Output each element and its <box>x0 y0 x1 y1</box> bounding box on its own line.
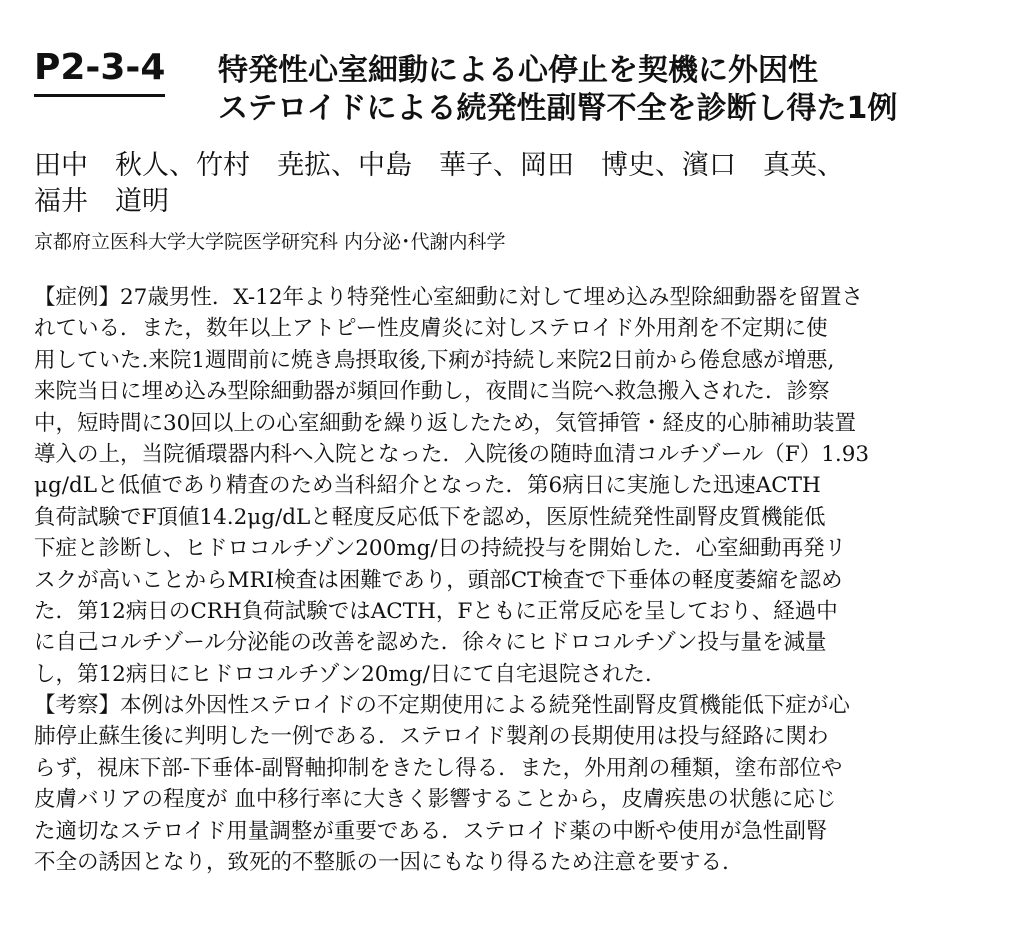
body-line: スクが高いことからMRI検査は困難であり，頭部CT検査で下垂体の軽度萎縮を認め <box>34 567 843 593</box>
body-line: 中，短時間に30回以上の心室細動を繰り返したため，気管挿管・経皮的心肺補助装置 <box>34 410 857 436</box>
body-line: 【症例】27歳男性．X-12年より特発性心室細動に対して埋め込み型除細動器を留置さ <box>34 285 864 310</box>
body-line: μg/dLと低値であり精査のため当科紹介となった．第6病日に実施した迅速ACTH <box>34 473 821 499</box>
body-line: し，第12病日にヒドロコルチゾン20mg/日にて自宅退院された. <box>34 661 652 687</box>
title-line: ステロイドによる続発性副腎不全を診断し得た1例 <box>218 91 898 126</box>
abstract-body <box>34 282 869 878</box>
author-line: 田中 秋人、竹村 尭拡、中島 華子、岡田 博史、濱口 真英、 <box>34 150 844 181</box>
body-line: 来院当日に埋め込み型除細動器が頻回作動し，夜間に当院へ救急搬入された．診察 <box>34 379 830 405</box>
title-line: 特発性心室細動による心停止を契機に外因性 <box>218 53 818 88</box>
body-line: に自己コルチゾール分泌能の改善を認めた．徐々にヒドロコルチゾン投与量を減量 <box>34 630 827 656</box>
body-line: 皮膚バリアの程度が 血中移行率に大きく影響することから，皮膚疾患の状態に応じ <box>34 787 837 813</box>
body-line: 下症と診断し、ヒドロコルチゾン200mg/日の持続投与を開始した．心室細動再発リ <box>34 536 847 562</box>
body-line: れている．また，数年以上アトピー性皮膚炎に対しステロイド外用剤を不定期に使 <box>34 316 828 342</box>
body-line: らず，視床下部-下垂体-副腎軸抑制をきたし得る．また，外用剤の種類，塗布部位や <box>34 755 843 781</box>
body-line: 不全の誘因となり，致死的不整脈の一因にもなり得るため注意を要する. <box>34 850 729 876</box>
body-line: 負荷試験でF頂値14.2μg/dLと軽度反応低下を認め，医原性続発性副腎皮質機能低 <box>34 504 826 530</box>
body-line: 肺停止蘇生後に判明した一例である．ステロイド製剤の長期使用は投与経路に関わ <box>34 724 829 750</box>
body-line: 【考察】本例は外因性ステロイドの不定期使用による続発性副腎皮質機能低下症が心 <box>34 693 850 719</box>
body-line: 用していた.来院1週間前に焼き鳥摂取後,下痢が持続し来院2日前から倦怠感が増悪, <box>34 347 835 373</box>
author-list <box>34 148 844 220</box>
author-line: 福井 道明 <box>34 186 169 217</box>
affiliation: 京都府立医科大学大学院医学研究科 内分泌･代謝内科学 <box>34 231 506 253</box>
body-line: た．第12病日のCRH負荷試験ではACTH，Fともに正常反応を呈しており、経過中 <box>34 598 838 624</box>
body-line: 導入の上，当院循環器内科へ入院となった．入院後の随時血清コルチゾール（F）1.93 <box>34 441 870 467</box>
body-line: た適切なステロイド用量調整が重要である．ステロイド薬の中断や使用が急性副腎 <box>34 818 828 844</box>
abstract-title <box>218 52 897 128</box>
abstract-id: P2-3-4 <box>34 44 165 97</box>
